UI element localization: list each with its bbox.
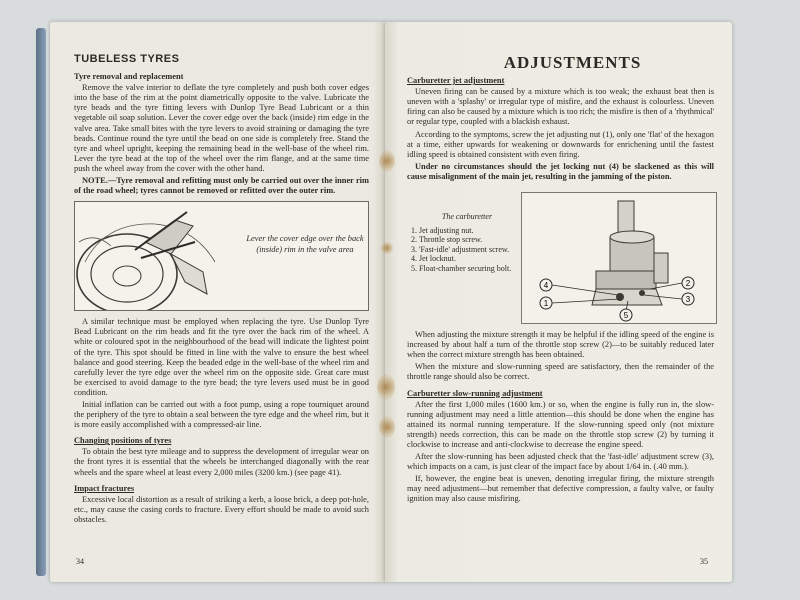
paragraph: When the mixture and slow-running speed are satisfactory, then the remainder of the throttle range should also be correct. — [407, 362, 714, 382]
page-number: 34 — [76, 557, 84, 566]
page-title: TUBELESS TYRES — [74, 53, 180, 65]
figure-caption: Lever the cover edge over the back (inside) rim in the valve area — [246, 234, 364, 254]
callout-1: 1 — [543, 299, 549, 309]
paragraph: To obtain the best tyre mileage and to suppress the development of irregular wear on the front tyres it is essential that the wheels be interchanged diagonally with the rear wheels and the spare wheel at least every 2,000 miles (3200 km.) (see page 41). — [74, 447, 369, 477]
note-paragraph: NOTE.—Tyre removal and refitting must only be carried out over the inner rim of the road wheel; tyres cannot be removed or refitted over the outer rim. — [74, 176, 369, 196]
legend-list — [407, 226, 527, 274]
right-page — [385, 22, 732, 582]
left-page — [50, 22, 385, 582]
stain — [381, 242, 393, 254]
callout-2: 2 — [685, 279, 691, 289]
stain — [379, 150, 395, 172]
paragraph: If, however, the engine beat is uneven, denoting irregular firing, the mixture strength may need adjustment—but remember that defective compression, a faulty valve, or faulty ignition may also cause misfiring. — [407, 474, 714, 504]
paragraph: Remove the valve interior to deflate the tyre completely and push both cover edges into the base of the rim at the point diametrically opposite to the valve. Lubricate the tyre beads and the tyre fitting levers with Dunlop Tyre Bead Lubricant or a thin vegetable oil soap solution. Lever the cover edge over the back (inside) rim edge in the valve area. Take small bites with the tyre levers to avoid straining or damaging the tyre beads. Continue round the tyre until the bead on one side is completely free. Stand the tyre and wheel upright, keeping the remaining bead in the well-base of the wheel rim. Lever the tyre bead at the top of the wheel over the rim flange, and at the same time push the wheel away from the cover with the other hand. — [74, 83, 369, 173]
legend-item: 1. Jet adjusting nut. — [419, 226, 527, 236]
paragraph: After the slow-running has been adjusted check that the 'fast-idle' adjustment screw (3), which impacts on a cam, is just clear of the impact face by about 1/64 in. (.40 mm.). — [407, 452, 714, 472]
carburetter-illustration — [521, 192, 717, 324]
legend-item: 2. Throttle stop screw. — [419, 235, 527, 245]
stain — [377, 374, 395, 400]
paragraph: Initial inflation can be carried out with a foot pump, using a rope tourniquet around the periphery of the tyre to obtain a seal between the tyre edge and the wheel rim, but it is more easily accomplished with a compressed-air line. — [74, 399, 369, 430]
section-heading: Carburetter slow-running adjustment — [407, 388, 543, 398]
paragraph: After the first 1,000 miles (1600 km.) or so, when the engine is fully run in, the slow-running adjustment may need a little attention—this should be done when the engine has attained its normal running temperature. If the slow-running speed only (not mixture strength) needs correction, this can be made on the throttle stop screw (2) by turning it clockwise to increase and anti-clockwise to decrease the engine speed. — [407, 399, 714, 449]
page-title: ADJUSTMENTS — [503, 53, 642, 72]
legend-item: 3. 'Fast-idle' adjustment screw. — [419, 245, 527, 255]
stain — [379, 416, 395, 438]
right-page-content — [407, 44, 714, 507]
section-heading: Impact fractures — [74, 483, 135, 493]
section-heading: Tyre removal and replacement — [74, 72, 184, 82]
section-heading: Carburetter jet adjustment — [407, 76, 505, 86]
tyre-figure — [74, 201, 369, 311]
left-page-content — [74, 44, 369, 527]
carburetter-legend — [407, 212, 527, 273]
carburetter-drawing — [522, 193, 716, 323]
warning-paragraph: Under no circumstances should the jet locking nut (4) be slackened as this will cause misalignment of the main jet, resulting in the jamming of the piston. — [407, 161, 714, 181]
carburetter-figure-block — [407, 192, 714, 322]
callout-3: 3 — [685, 295, 691, 305]
paragraph: Excessive local distortion as a result of striking a kerb, a loose brick, a deep pot-hole, etc., may cause the casing cords to fracture. Every effort should be made to avoid such obstacles. — [74, 494, 369, 524]
callout-5: 5 — [623, 311, 629, 321]
figure-caption: The carburetter — [441, 212, 493, 222]
paragraph: Uneven firing can be caused by a mixture which is too weak; the exhaust beat then is uneven with a 'splashy' or irregular type of misfire, and the exhaust is colourless. Uneven firing can also be caused by a mixture which is too rich; the misfire is then of a 'rhythmical' or regular type, coupled with a blackish exhaust. — [407, 87, 714, 127]
paragraph: A similar technique must be employed when replacing the tyre. Use Dunlop Tyre Bead Lubricant on the rim beads and fit the tyre over the back rim of the wheel. A white or coloured spot in the neighbourhood of the bead will indicate the lightest point of the tyre. This spot should be fitted in line with the valve to ensure the best wheel balance and good steering. Keep the beaded edge in the well-base of the wheel rim and carefully lever the tyre edge over the wheel rim on the opposite side. Great care must be exercised to avoid damage to the tyre bead; the tyre levers used must be in good condition. — [74, 317, 369, 397]
paragraph: According to the symptoms, screw the jet adjusting nut (1), only one 'flat' of the hexagon at a time, either upwards for weakening or downwards for enrichening until the fastest idling speed is obtained consistent with even firing. — [407, 129, 714, 159]
legend-item: 4. Jet locknut. — [419, 254, 527, 264]
page-number: 35 — [700, 557, 708, 566]
tyre-lever-illustration — [75, 202, 223, 310]
legend-item: 5. Float-chamber securing bolt. — [419, 264, 527, 274]
paragraph: When adjusting the mixture strength it may be helpful if the idling speed of the engine is increased by about half a turn of the throttle stop screw (2)—to be suitably reduced later when the correct mixture strength has been obtained. — [407, 330, 714, 360]
section-heading: Changing positions of tyres — [74, 436, 172, 446]
open-booklet — [42, 22, 732, 582]
callout-4: 4 — [543, 281, 549, 291]
